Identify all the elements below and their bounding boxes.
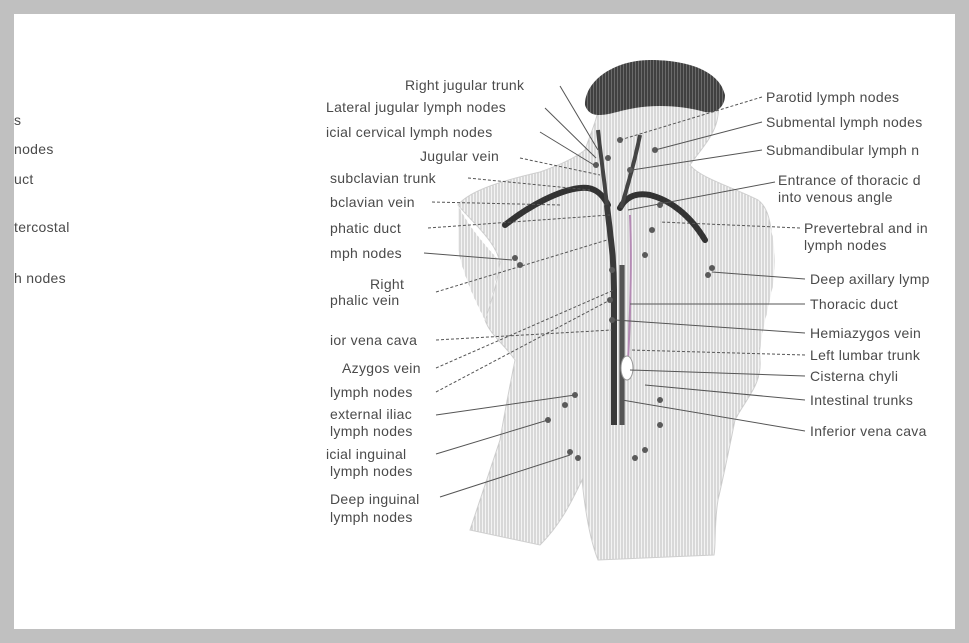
label-left-lumbar-trunk: Left lumbar trunk	[810, 347, 921, 363]
label-lateral-jugular-lymph-nodes: Lateral jugular lymph nodes	[326, 99, 507, 115]
label-jugular-vein: Jugular vein	[420, 148, 500, 164]
left-panel-label-2: nodes	[14, 141, 54, 157]
label-lymph-nodes-1: mph nodes	[330, 245, 402, 261]
label-right-jugular-trunk: Right jugular trunk	[405, 77, 525, 93]
label-external-iliac: external iliac	[330, 406, 413, 422]
label-hemiazygos-vein: Hemiazygos vein	[810, 325, 922, 341]
left-panel-label-5: h nodes	[14, 270, 66, 286]
left-panel-label-4: tercostal	[14, 219, 70, 235]
label-deep-inguinal: Deep inguinal	[330, 491, 420, 507]
label-cisterna-chyli: Cisterna chyli	[810, 368, 899, 384]
label-venous-angle: into venous angle	[778, 189, 893, 205]
label-deep-inguinal-nodes: lymph nodes	[330, 509, 413, 525]
label-superficial-inguinal: icial inguinal	[326, 446, 407, 462]
label-entrance-thoracic-duct: Entrance of thoracic d	[778, 172, 921, 188]
label-lymph-nodes-2: lymph nodes	[330, 384, 413, 400]
label-parotid-lymph-nodes: Parotid lymph nodes	[766, 89, 900, 105]
label-inferior-vena-cava-right: Inferior vena cava	[810, 423, 927, 439]
label-lymphatic-duct: phatic duct	[330, 220, 402, 236]
left-panel-label-1: s	[14, 112, 22, 128]
left-panel-label-3: uct	[14, 171, 34, 187]
label-subclavian-vein: bclavian vein	[330, 194, 415, 210]
label-submandibular-lymph-nodes: Submandibular lymph n	[766, 142, 920, 158]
label-cervical-lymph-nodes: icial cervical lymph nodes	[326, 124, 493, 140]
label-intestinal-trunks: Intestinal trunks	[810, 392, 914, 408]
label-cephalic-vein: phalic vein	[330, 292, 400, 308]
label-deep-axillary: Deep axillary lymp	[810, 271, 930, 287]
label-prevertebral-nodes: lymph nodes	[804, 237, 887, 253]
label-submental-lymph-nodes: Submental lymph nodes	[766, 114, 923, 130]
label-right: Right	[370, 276, 405, 292]
label-prevertebral: Prevertebral and in	[804, 220, 928, 236]
label-inferior-vena-cava-left: ior vena cava	[330, 332, 418, 348]
label-thoracic-duct: Thoracic duct	[810, 296, 898, 312]
cisterna-chyli-shape	[621, 356, 633, 380]
label-external-iliac-nodes: lymph nodes	[330, 423, 413, 439]
label-azygos-vein: Azygos vein	[342, 360, 421, 376]
label-superficial-inguinal-nodes: lymph nodes	[330, 463, 413, 479]
label-subclavian-trunk: subclavian trunk	[330, 170, 436, 186]
